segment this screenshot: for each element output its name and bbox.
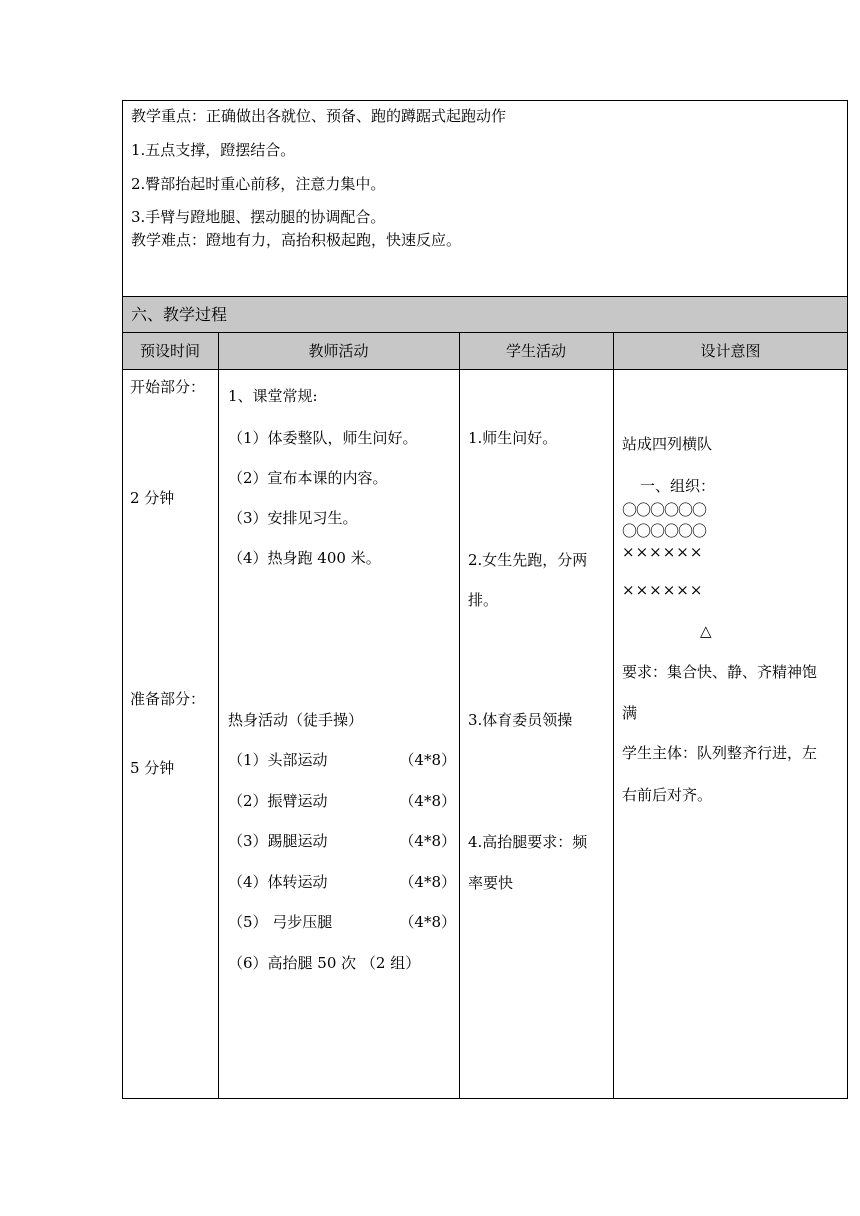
routine-item: （2）宣布本课的内容。 [228, 469, 388, 487]
header-time: 预设时间 [139, 342, 200, 360]
warmup-reps: （4*8） [399, 751, 456, 769]
routine-item: （1）体委整队，师生问好。 [228, 429, 418, 447]
key-point-item: 1.五点支撑，蹬摆结合。 [131, 141, 296, 159]
warmup-item: （5） 弓步压腿 [228, 913, 333, 931]
student-activity: 4.高抬腿要求：频 [468, 833, 588, 851]
student-subject-text: 学生主体：队列整齐行进，左 [622, 744, 818, 762]
section-title-border [122, 296, 848, 333]
requirement-text: 满 [622, 704, 638, 722]
routine-title: 1、课堂常规: [228, 387, 318, 405]
student-activity: 1.师生问好。 [468, 429, 558, 447]
difficulty-text: 教学难点：蹬地有力，高抬积极起跑，快速反应。 [131, 231, 462, 249]
warmup-title: 热身活动（徒手操） [228, 711, 364, 729]
teacher-position-mark: △ [700, 622, 712, 640]
col-divider [218, 332, 219, 1099]
routine-item: （4）热身跑 400 米。 [228, 549, 381, 567]
key-point-item: 3.手臂与蹬地腿、摆动腿的协调配合。 [131, 208, 386, 226]
warmup-reps: （4*8） [399, 873, 456, 891]
organization-label: 一、组织： [640, 477, 716, 495]
warmup-item: （4）体转运动 [228, 873, 328, 891]
student-subject-text: 右前后对齐。 [622, 786, 713, 804]
warmup-item: （2）振臂运动 [228, 792, 328, 810]
prep-part-label: 准备部分： [130, 690, 206, 708]
routine-item: （3）安排见习生。 [228, 509, 358, 527]
section-title: 六、教学过程 [131, 305, 228, 324]
col-divider [459, 332, 460, 1099]
warmup-reps: （4*8） [399, 792, 456, 810]
prep-part-duration: 5 分钟 [130, 759, 175, 777]
header-design: 设计意图 [700, 342, 761, 360]
student-activity: 率要快 [468, 874, 514, 892]
header-teacher: 教师活动 [308, 342, 369, 360]
student-activity: 2.女生先跑，分两 [468, 551, 588, 569]
formation-row-girls: 〇〇〇〇〇〇 [622, 501, 707, 519]
warmup-item: （3）踢腿运动 [228, 832, 328, 850]
key-points-box [122, 100, 848, 297]
formation-row-girls: 〇〇〇〇〇〇 [622, 522, 707, 540]
requirement-text: 要求：集合快、静、齐精神饱 [622, 663, 818, 681]
header-divider [122, 369, 848, 370]
formation-title: 站成四列横队 [622, 435, 713, 453]
student-activity: 3.体育委员领操 [468, 711, 573, 729]
start-part-duration: 2 分钟 [130, 489, 175, 507]
warmup-reps: （4*8） [399, 832, 456, 850]
warmup-last-item: （6）高抬腿 50 次 （2 组） [228, 954, 421, 972]
key-point-item: 2.臀部抬起时重心前移，注意力集中。 [131, 175, 386, 193]
formation-row-boys: ×××××× [622, 543, 704, 561]
student-activity: 排。 [468, 591, 499, 609]
start-part-label: 开始部分： [130, 378, 206, 396]
formation-row-boys: ×××××× [622, 581, 704, 599]
key-points-heading: 教学重点：正确做出各就位、预备、跑的蹲踞式起跑动作 [131, 107, 507, 125]
col-divider [613, 332, 614, 1099]
header-student: 学生活动 [505, 342, 566, 360]
warmup-reps: （4*8） [399, 913, 456, 931]
warmup-item: （1）头部运动 [228, 751, 328, 769]
